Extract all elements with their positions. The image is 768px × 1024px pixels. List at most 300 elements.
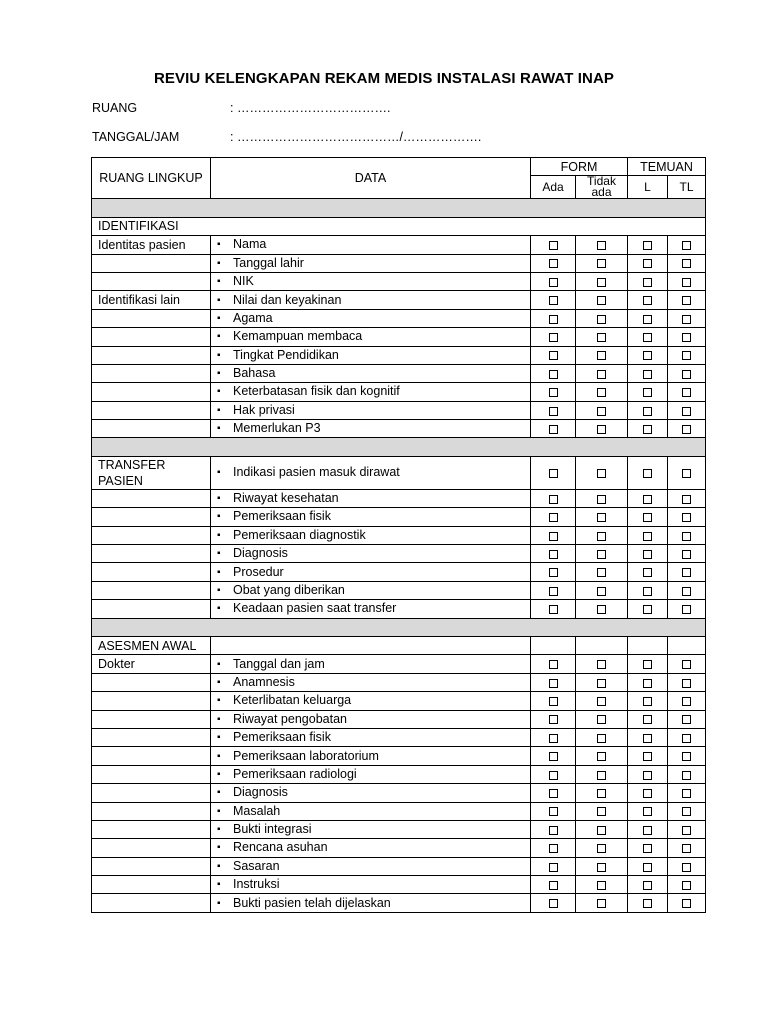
checkbox-icon[interactable] [682, 826, 691, 835]
checkbox-icon[interactable] [643, 660, 652, 669]
data-item-cell [211, 291, 531, 309]
checkbox-cell-l [628, 839, 668, 857]
checkbox-icon[interactable] [597, 844, 606, 853]
checkbox-icon[interactable] [682, 734, 691, 743]
table-row [92, 420, 706, 438]
checkbox-icon[interactable] [643, 495, 652, 504]
scope-cell [92, 728, 211, 746]
checkbox-icon[interactable] [549, 734, 558, 743]
checkbox-cell-tl [668, 309, 706, 327]
checkbox-icon[interactable] [682, 333, 691, 342]
checkbox-icon[interactable] [597, 734, 606, 743]
checkbox-icon[interactable] [597, 495, 606, 504]
scope-cell [92, 673, 211, 691]
checkbox-cell-l [628, 894, 668, 912]
checkbox-icon[interactable] [549, 789, 558, 798]
checkbox-cell-tidak-ada [576, 728, 628, 746]
data-item-label: Prosedur [233, 564, 284, 579]
checkbox-cell-tl [668, 765, 706, 783]
bullet-icon: ▪ [217, 423, 221, 435]
checkbox-icon[interactable] [597, 550, 606, 559]
checkbox-cell-tl [668, 328, 706, 346]
scope-cell [92, 857, 211, 875]
checkbox-icon[interactable] [643, 752, 652, 761]
checkbox-cell-l [628, 364, 668, 382]
checkbox-cell-tl [668, 383, 706, 401]
checkbox-icon[interactable] [643, 259, 652, 268]
checkbox-icon[interactable] [682, 752, 691, 761]
checkbox-icon[interactable] [597, 469, 606, 478]
data-item-label: Diagnosis [233, 546, 288, 561]
checkbox-cell-l [628, 692, 668, 710]
bullet-icon: ▪ [217, 750, 221, 762]
data-item-cell [211, 254, 531, 272]
checkbox-cell-ada [531, 802, 576, 820]
checkbox-icon[interactable] [597, 899, 606, 908]
checkbox-cell-tidak-ada [576, 839, 628, 857]
checkbox-cell-ada [531, 710, 576, 728]
checkbox-cell-l [628, 383, 668, 401]
data-item-label: Pemeriksaan fisik [233, 509, 331, 524]
checkbox-icon[interactable] [597, 370, 606, 379]
checkbox-icon[interactable] [549, 513, 558, 522]
checkbox-icon[interactable] [597, 388, 606, 397]
checkbox-cell-tidak-ada [576, 508, 628, 526]
checkbox-icon[interactable] [549, 315, 558, 324]
checkbox-icon[interactable] [549, 660, 558, 669]
checkbox-cell-ada [531, 784, 576, 802]
checkbox-icon[interactable] [597, 587, 606, 596]
checkbox-cell-ada [531, 420, 576, 438]
checkbox-icon[interactable] [643, 296, 652, 305]
checkbox-cell-tidak-ada [576, 364, 628, 382]
checkbox-cell-l [628, 526, 668, 544]
field-ruang-label: RUANG [92, 101, 138, 115]
checkbox-icon[interactable] [549, 407, 558, 416]
checkbox-icon[interactable] [597, 407, 606, 416]
checkbox-icon[interactable] [643, 715, 652, 724]
data-item-cell [211, 328, 531, 346]
checkbox-cell-tidak-ada [576, 857, 628, 875]
data-item-label: Hak privasi [233, 402, 295, 417]
scope-cell [92, 420, 211, 438]
checkbox-icon[interactable] [643, 513, 652, 522]
checkbox-cell-l [628, 563, 668, 581]
bullet-icon: ▪ [217, 713, 221, 725]
checkbox-icon[interactable] [682, 605, 691, 614]
checkbox-cell-tl [668, 236, 706, 254]
checkbox-icon[interactable] [682, 587, 691, 596]
checkbox-icon[interactable] [682, 660, 691, 669]
data-item-label: Keterlibatan keluarga [233, 693, 352, 708]
data-item-cell [211, 710, 531, 728]
data-item-cell [211, 820, 531, 838]
checkbox-icon[interactable] [643, 807, 652, 816]
checkbox-cell-l [628, 747, 668, 765]
checkbox-cell-l [628, 254, 668, 272]
checkbox-icon[interactable] [682, 863, 691, 872]
checkbox-cell-tidak-ada [576, 489, 628, 507]
header-l: L [628, 176, 668, 199]
checkbox-icon[interactable] [597, 425, 606, 434]
checkbox-cell-tidak-ada [576, 710, 628, 728]
checkbox-icon[interactable] [643, 881, 652, 890]
checkbox-icon[interactable] [549, 605, 558, 614]
data-item-label: Kemampuan membaca [233, 329, 363, 344]
bullet-icon: ▪ [217, 676, 221, 688]
table-row [92, 309, 706, 327]
checkbox-icon[interactable] [597, 697, 606, 706]
scope-cell [92, 489, 211, 507]
checkbox-icon[interactable] [643, 568, 652, 577]
checkbox-cell-tidak-ada [576, 346, 628, 364]
checkbox-icon[interactable] [682, 425, 691, 434]
data-item-label: Masalah [233, 803, 281, 818]
checkbox-cell-l [628, 728, 668, 746]
table-row [92, 581, 706, 599]
table-row [92, 291, 706, 309]
bullet-icon: ▪ [217, 493, 221, 505]
checkbox-icon[interactable] [549, 807, 558, 816]
checkbox-cell-tidak-ada [576, 673, 628, 691]
bullet-icon: ▪ [217, 368, 221, 380]
scope-cell [92, 508, 211, 526]
header-data: DATA [211, 158, 531, 199]
bullet-icon: ▪ [217, 511, 221, 523]
checkbox-icon[interactable] [643, 407, 652, 416]
checkbox-icon[interactable] [549, 715, 558, 724]
checkbox-cell-l [628, 802, 668, 820]
data-item-label: Keadaan pasien saat transfer [233, 601, 397, 616]
table-row [92, 784, 706, 802]
bullet-icon: ▪ [217, 805, 221, 817]
checkbox-icon[interactable] [682, 513, 691, 522]
checkbox-icon[interactable] [682, 789, 691, 798]
checkbox-icon[interactable] [682, 697, 691, 706]
data-item-label: Riwayat kesehatan [233, 491, 339, 506]
data-item-label: Bukti pasien telah dijelaskan [233, 895, 391, 910]
separator-cell [92, 618, 706, 636]
data-item-cell [211, 765, 531, 783]
checkbox-icon[interactable] [682, 715, 691, 724]
checkbox-cell-tidak-ada [576, 236, 628, 254]
checkbox-cell-tl [668, 710, 706, 728]
field-ruang-value[interactable]: : ………………………………. [230, 101, 391, 115]
checkbox-icon[interactable] [597, 532, 606, 541]
header-tl: TL [668, 176, 706, 199]
bullet-icon: ▪ [217, 386, 221, 398]
checkbox-icon[interactable] [682, 807, 691, 816]
checkbox-icon[interactable] [549, 697, 558, 706]
table-row [92, 820, 706, 838]
data-item-label: Indikasi pasien masuk dirawat [233, 465, 400, 480]
checkbox-icon[interactable] [597, 351, 606, 360]
checkbox-icon[interactable] [643, 789, 652, 798]
checkbox-cell-tl [668, 876, 706, 894]
data-item-cell [211, 673, 531, 691]
scope-cell [92, 563, 211, 581]
bullet-icon: ▪ [217, 897, 221, 909]
checkbox-cell-tidak-ada [576, 894, 628, 912]
checkbox-icon[interactable] [597, 789, 606, 798]
checkbox-cell-ada [531, 383, 576, 401]
checkbox-cell-ada [531, 747, 576, 765]
checkbox-icon[interactable] [549, 278, 558, 287]
checkbox-icon[interactable] [643, 899, 652, 908]
bullet-icon: ▪ [217, 585, 221, 596]
bullet-icon: ▪ [217, 257, 221, 269]
checkbox-icon[interactable] [549, 351, 558, 360]
checkbox-icon[interactable] [549, 333, 558, 342]
checkbox-icon[interactable] [682, 679, 691, 688]
checkbox-icon[interactable] [597, 333, 606, 342]
bullet-icon: ▪ [217, 239, 221, 251]
checkbox-icon[interactable] [643, 587, 652, 596]
data-item-cell [211, 420, 531, 438]
data-item-label: Rencana asuhan [233, 840, 328, 855]
table-row [92, 839, 706, 857]
checkbox-icon[interactable] [597, 679, 606, 688]
data-item-cell [211, 364, 531, 382]
checkbox-icon[interactable] [682, 881, 691, 890]
scope-cell [92, 526, 211, 544]
checkbox-icon[interactable] [682, 407, 691, 416]
checkbox-icon[interactable] [597, 881, 606, 890]
checkbox-icon[interactable] [549, 863, 558, 872]
checkbox-icon[interactable] [597, 807, 606, 816]
header-row-top [92, 158, 706, 176]
checkbox-icon[interactable] [643, 826, 652, 835]
checkbox-icon[interactable] [643, 278, 652, 287]
checkbox-cell-l [628, 876, 668, 894]
checkbox-icon[interactable] [643, 532, 652, 541]
checkbox-icon[interactable] [682, 899, 691, 908]
table-row [92, 383, 706, 401]
data-item-label: Anamnesis [233, 674, 295, 689]
checkbox-icon[interactable] [549, 550, 558, 559]
checkbox-icon[interactable] [597, 660, 606, 669]
data-item-cell [211, 894, 531, 912]
checkbox-icon[interactable] [549, 679, 558, 688]
checkbox-icon[interactable] [643, 863, 652, 872]
bullet-icon: ▪ [217, 603, 221, 615]
checkbox-icon[interactable] [597, 259, 606, 268]
checkbox-cell-tidak-ada [576, 563, 628, 581]
checkbox-cell-l [628, 508, 668, 526]
checkbox-icon[interactable] [682, 370, 691, 379]
checkbox-icon[interactable] [549, 425, 558, 434]
scope-cell [92, 346, 211, 364]
checkbox-cell-l [628, 581, 668, 599]
bullet-icon: ▪ [217, 467, 221, 479]
table-row [92, 545, 706, 563]
checkbox-icon[interactable] [643, 697, 652, 706]
separator-cell [92, 199, 706, 217]
checkbox-icon[interactable] [549, 296, 558, 305]
checkbox-icon[interactable] [549, 370, 558, 379]
checkbox-cell-tidak-ada [576, 765, 628, 783]
checkbox-icon[interactable] [682, 550, 691, 559]
scope-cell [92, 692, 211, 710]
data-item-cell [211, 456, 531, 489]
checkbox-cell-ada [531, 508, 576, 526]
checkbox-icon[interactable] [682, 351, 691, 360]
checkbox-icon[interactable] [597, 315, 606, 324]
checkbox-icon[interactable] [597, 826, 606, 835]
checkbox-icon[interactable] [682, 532, 691, 541]
checkbox-icon[interactable] [643, 679, 652, 688]
table-row [92, 236, 706, 254]
checkbox-icon[interactable] [549, 495, 558, 504]
checkbox-icon[interactable] [643, 771, 652, 780]
checkbox-icon[interactable] [549, 771, 558, 780]
checkbox-icon[interactable] [643, 469, 652, 478]
checkbox-icon[interactable] [643, 734, 652, 743]
table-row [92, 401, 706, 419]
checkbox-icon[interactable] [549, 568, 558, 577]
bullet-icon: ▪ [217, 768, 221, 780]
bullet-icon: ▪ [217, 879, 221, 891]
checkbox-icon[interactable] [549, 469, 558, 478]
checkbox-icon[interactable] [643, 388, 652, 397]
bullet-icon: ▪ [217, 529, 221, 541]
checkbox-cell-l [628, 600, 668, 618]
checkbox-icon[interactable] [643, 315, 652, 324]
checkbox-cell-tidak-ada [576, 581, 628, 599]
checkbox-cell-tl [668, 456, 706, 489]
checkbox-cell-ada [531, 401, 576, 419]
checkbox-icon[interactable] [549, 587, 558, 596]
checkbox-icon[interactable] [682, 315, 691, 324]
checkbox-cell-tl [668, 420, 706, 438]
bullet-icon: ▪ [217, 331, 221, 343]
checkbox-icon[interactable] [597, 241, 606, 250]
checkbox-cell-ada [531, 728, 576, 746]
checkbox-icon[interactable] [682, 296, 691, 305]
separator-cell [92, 438, 706, 456]
checkbox-cell-l [628, 765, 668, 783]
checkbox-cell-ada [531, 489, 576, 507]
field-tanggal-jam [92, 130, 481, 144]
checkbox-icon[interactable] [549, 532, 558, 541]
checkbox-cell-l [628, 710, 668, 728]
data-item-label: Tingkat Pendidikan [233, 347, 339, 362]
checkbox-icon[interactable] [643, 351, 652, 360]
checkbox-icon[interactable] [597, 568, 606, 577]
bullet-icon: ▪ [217, 695, 221, 707]
checkbox-cell-tl [668, 747, 706, 765]
checkbox-icon[interactable] [643, 605, 652, 614]
checkbox-icon[interactable] [643, 370, 652, 379]
data-item-cell [211, 802, 531, 820]
scope-cell [92, 820, 211, 838]
checkbox-icon[interactable] [597, 605, 606, 614]
checkbox-cell-l [628, 857, 668, 875]
checkbox-cell-tl [668, 894, 706, 912]
checkbox-icon[interactable] [682, 469, 691, 478]
table-row [92, 328, 706, 346]
checkbox-cell-ada [531, 765, 576, 783]
checkbox-icon[interactable] [597, 863, 606, 872]
checkbox-icon[interactable] [549, 899, 558, 908]
checkbox-cell-l [628, 456, 668, 489]
checkbox-icon[interactable] [597, 296, 606, 305]
checkbox-cell-l [628, 272, 668, 290]
checkbox-icon[interactable] [643, 844, 652, 853]
data-item-label: Instruksi [233, 877, 280, 892]
empty-cell [211, 636, 531, 654]
checkbox-cell-tidak-ada [576, 401, 628, 419]
checkbox-icon[interactable] [597, 715, 606, 724]
checkbox-icon[interactable] [682, 844, 691, 853]
checkbox-icon[interactable] [549, 388, 558, 397]
table-row [92, 254, 706, 272]
section-title-row [92, 636, 706, 654]
checkbox-icon[interactable] [549, 259, 558, 268]
checkbox-icon[interactable] [682, 388, 691, 397]
checkbox-icon[interactable] [597, 278, 606, 287]
checkbox-icon[interactable] [597, 771, 606, 780]
checkbox-icon[interactable] [682, 241, 691, 250]
table-row [92, 346, 706, 364]
checkbox-cell-tl [668, 581, 706, 599]
checkbox-cell-l [628, 346, 668, 364]
checkbox-icon[interactable] [682, 568, 691, 577]
checkbox-icon[interactable] [643, 241, 652, 250]
checkbox-cell-ada [531, 692, 576, 710]
checkbox-cell-ada [531, 328, 576, 346]
bullet-icon: ▪ [217, 842, 221, 854]
checkbox-icon[interactable] [549, 844, 558, 853]
data-item-cell [211, 526, 531, 544]
checkbox-icon[interactable] [643, 550, 652, 559]
bullet-icon: ▪ [217, 824, 221, 836]
scope-cell [92, 784, 211, 802]
data-item-cell [211, 581, 531, 599]
data-item-cell [211, 545, 531, 563]
checkbox-cell-ada [531, 309, 576, 327]
data-item-label: Pemeriksaan diagnostik [233, 527, 366, 542]
checkbox-cell-tl [668, 508, 706, 526]
checkbox-icon[interactable] [549, 752, 558, 761]
field-tanggal-jam-value[interactable]: : …………………………………/………………. [230, 130, 482, 144]
table-row [92, 802, 706, 820]
checkbox-icon[interactable] [549, 241, 558, 250]
checkbox-icon[interactable] [682, 495, 691, 504]
checkbox-icon[interactable] [549, 881, 558, 890]
checkbox-cell-ada [531, 655, 576, 673]
checkbox-cell-l [628, 291, 668, 309]
checkbox-icon[interactable] [597, 513, 606, 522]
checkbox-cell-ada [531, 876, 576, 894]
checkbox-cell-tidak-ada [576, 272, 628, 290]
scope-cell [92, 747, 211, 765]
bullet-icon: ▪ [217, 732, 221, 744]
scope-cell [92, 328, 211, 346]
checkbox-icon[interactable] [643, 333, 652, 342]
checkbox-icon[interactable] [682, 259, 691, 268]
checkbox-icon[interactable] [682, 771, 691, 780]
checkbox-icon[interactable] [549, 826, 558, 835]
checkbox-cell-tl [668, 857, 706, 875]
header-temuan: TEMUAN [628, 158, 706, 176]
data-item-cell [211, 489, 531, 507]
checkbox-icon[interactable] [682, 278, 691, 287]
table-row [92, 600, 706, 618]
data-item-cell [211, 655, 531, 673]
checkbox-icon[interactable] [597, 752, 606, 761]
checkbox-icon[interactable] [643, 425, 652, 434]
